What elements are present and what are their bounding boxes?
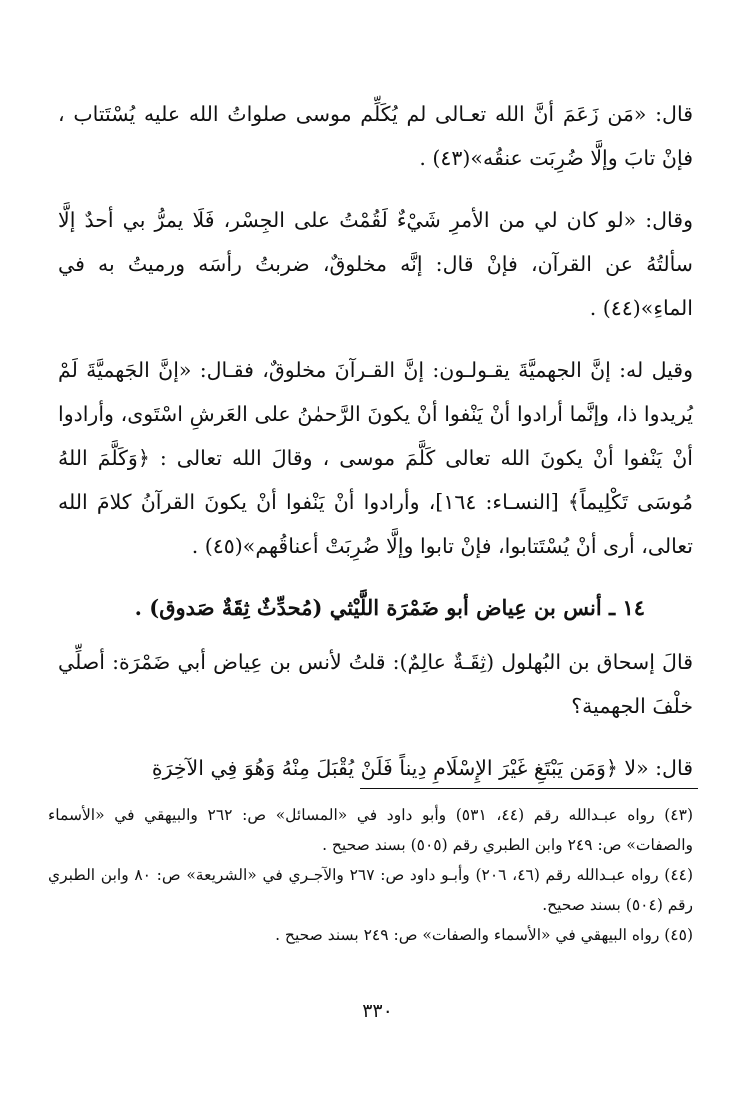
footnote-44: (٤٤) رواه عبـدالله رقم (٤٦، ٢٠٦) وأبـو داود ص: ٢٦٧ والآجـري في «الشريعة» ص: ٨٠ وابن الطبري رقم (٥٠٤) بسند صحيح. <box>48 866 694 914</box>
paragraph-quote-44: وقال: «لو كان لي من الأمرِ شَيْءٌ لَقُمْتُ على الجِسْر، فَلَا يمرُّ بي أحدٌ إلَّا سألتُهُ عن القرآن، فإنْ قال: إنَّه مخلوقٌ، ضربتُ رأسَه ورميتُ به في الماءِ»(٤٤) . <box>58 208 693 320</box>
paragraph-quote-45: وقيل له: إنَّ الجهميَّةَ يقـولـون: إنَّ القـرآنَ مخلوقٌ، فقـال: «إنَّ الجَهميَّةَ لَمْ يُريدوا ذا، وإنَّما أرادوا أنْ يَنْفوا أنْ يكونَ الرَّحمٰنُ على العَرشِ اسْتَوى، وأرادوا أنْ يَنْفوا أنْ يكونَ الله تعالى كَلَّمَ موسى ، وقالَ الله تعالى : ﴿وَكَلَّمَ اللهُ مُوسَى تَكْلِيماً﴾ [النسـاء: ١٦٤]، وأرادوا أنْ يَنْفوا أنْ يكونَ القرآنُ كلامَ الله تعالى، أرى أنْ يُسْتَتابوا، فإنْ تابوا وإلَّا ضُرِبَتْ أعناقُهم»(٤٥) . <box>58 358 693 558</box>
footnote-45: (٤٥) رواه البيهقي في «الأسماء والصفات» ص: ٢٤٩ بسند صحيح . <box>275 926 693 944</box>
paragraph-question: قالَ إسحاق بن البُهلول (ثِقَـةٌ عالِمٌ): قلتُ لأنس بن عِياض أبي ضَمْرَة: أصلِّي خلْفَ الجهمية؟ <box>58 650 693 718</box>
footnotes <box>48 800 693 950</box>
paragraph-quote-43: قال: «مَن زَعَمَ أنَّ الله تعـالى لم يُكَلِّم موسى صلواتُ الله عليه يُسْتَتاب ، فإنْ تابَ وإلَّا ضُرِبَت عنقُه»(٤٣) . <box>58 102 693 170</box>
footnote-43: (٤٣) رواه عبـدالله رقم (٤٤، ٥٣١) وأبو داود في «المسائل» ص: ٢٦٢ والبيهقي في «الأسماء والصفات» ص: ٢٤٩ وابن الطبري رقم (٥٠٥) بسند صحيح . <box>48 806 694 854</box>
main-text <box>58 92 693 808</box>
section-heading-14: ١٤ ـ أنس بن عِياض أبو ضَمْرَة اللَّيْثي (مُحدِّثٌ ثِقَةٌ صَدوق) . <box>134 595 645 620</box>
footnote-divider <box>360 788 698 789</box>
paragraph-answer: قال: «لا ﴿وَمَن يَبْتَغِ غَيْرَ الإِسْلَامِ دِيناً فَلَنْ يُقْبَلَ مِنْهُ وَهُوَ فِي الآخِرَةِ <box>151 756 693 780</box>
page-number: ٣٣٠ <box>362 1000 393 1022</box>
